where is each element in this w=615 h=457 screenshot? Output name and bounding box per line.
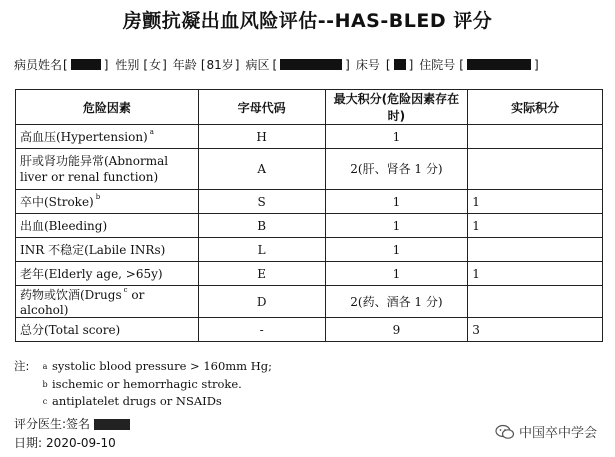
patient-info-line: 病员姓名 [ ] 性别 [ 女 ] 年龄 [ 81岁 ] 病区 [ ] 床号 [ ] 住院号 [ ] (14, 57, 539, 72)
table-row (16, 286, 603, 318)
footnote-item (14, 376, 272, 394)
age-value: 81岁 (206, 58, 234, 72)
actual-score-cell: 1 (468, 214, 603, 238)
table-row (16, 149, 603, 190)
watermark-text: 中国卒中学会 (518, 426, 597, 441)
actual-score-cell (468, 286, 603, 318)
gender-value: 女 (149, 58, 162, 72)
document-title: 房颤抗凝出血风险评估--HAS-BLED 评分 (122, 10, 493, 32)
footnote-mark: b (42, 379, 48, 389)
ward-label: 病区 (245, 58, 270, 72)
footnote-text: ischemic or hemorrhagic stroke. (52, 376, 242, 391)
max-score-cell: 1 (325, 262, 468, 286)
max-score-cell: 2(药、酒各 1 分) (325, 286, 468, 318)
header-actual-score: 实际积分 (468, 90, 603, 125)
footnote-item (14, 393, 272, 411)
code-cell: H (198, 125, 325, 149)
max-score-cell: 1 (325, 190, 468, 214)
actual-score-cell: 1 (468, 262, 603, 286)
date-value: 2020-09-10 (46, 436, 116, 450)
max-score-cell: 1 (325, 214, 468, 238)
max-score-cell: 2(肝、肾各 1 分) (325, 149, 468, 190)
code-cell: L (198, 238, 325, 262)
code-cell: S (198, 190, 325, 214)
footnote-text: systolic blood pressure > 160mm Hg; (52, 359, 273, 373)
footnote-text: antiplatelet drugs or NSAIDs (52, 394, 222, 408)
wechat-logo-icon (495, 424, 515, 440)
max-score-cell: 9 (325, 318, 468, 342)
gender-label: 性别 (115, 58, 140, 72)
admission-label: 住院号 (419, 58, 456, 72)
footnotes (14, 358, 272, 411)
footnote-item (14, 358, 272, 376)
actual-score-cell: 3 (468, 318, 603, 342)
actual-score-cell (468, 125, 603, 149)
max-score-cell: 1 (325, 238, 468, 262)
code-cell: B (198, 214, 325, 238)
footnote-mark: a (42, 362, 48, 371)
risk-factor-cell: 卒中(Stroke) $^b$ (16, 190, 199, 214)
age-label: 年龄 (172, 58, 197, 72)
table-row (16, 238, 603, 262)
code-cell: A (198, 149, 325, 190)
table-header-row (16, 90, 603, 125)
notes-label: 注: (14, 359, 30, 373)
header-letter-code: 字母代码 (198, 90, 325, 125)
doctor-signature-line (14, 415, 130, 432)
header-risk-factor: 危险因素 (16, 90, 199, 125)
redacted-name (71, 59, 101, 70)
table-row-total (16, 318, 603, 342)
redacted-signature (94, 419, 130, 430)
table-row (16, 214, 603, 238)
risk-factor-cell: 出血(Bleeding) (16, 214, 199, 238)
code-cell: - (198, 318, 325, 342)
risk-factor-cell: 总分(Total score) (16, 318, 199, 342)
redacted-ward (280, 59, 342, 70)
risk-factor-cell: 肝或肾功能异常(Abnormal liver or renal function) (16, 149, 199, 190)
actual-score-cell: 1 (468, 190, 603, 214)
footnote-mark: c (42, 397, 48, 406)
redacted-bed (394, 59, 406, 70)
date-line (14, 434, 116, 451)
date-label: 日期: (14, 436, 43, 450)
redacted-admission-no (467, 59, 531, 70)
bed-label: 床号 (355, 58, 380, 72)
table-row (16, 125, 603, 149)
doctor-label: 评分医生:签名 (14, 417, 91, 431)
risk-factor-cell: INR 不稳定(Labile INRs) (16, 238, 199, 262)
risk-factor-cell: 药物或饮酒(Drugs $^c$ or alcohol) (16, 286, 199, 318)
actual-score-cell (468, 149, 603, 190)
actual-score-cell (468, 238, 603, 262)
name-label: 病员姓名 (14, 58, 63, 72)
risk-factor-cell: 老年(Elderly age, >65y) (16, 262, 199, 286)
code-cell: E (198, 262, 325, 286)
table-row (16, 262, 603, 286)
watermark (495, 422, 597, 441)
has-bled-table (15, 89, 603, 342)
table-row (16, 190, 603, 214)
header-max-score: 最大积分(危险因素存在时) (325, 90, 468, 125)
code-cell: D (198, 286, 325, 318)
max-score-cell: 1 (325, 125, 468, 149)
risk-factor-cell: 高血压(Hypertension) $^a$ (16, 125, 199, 149)
